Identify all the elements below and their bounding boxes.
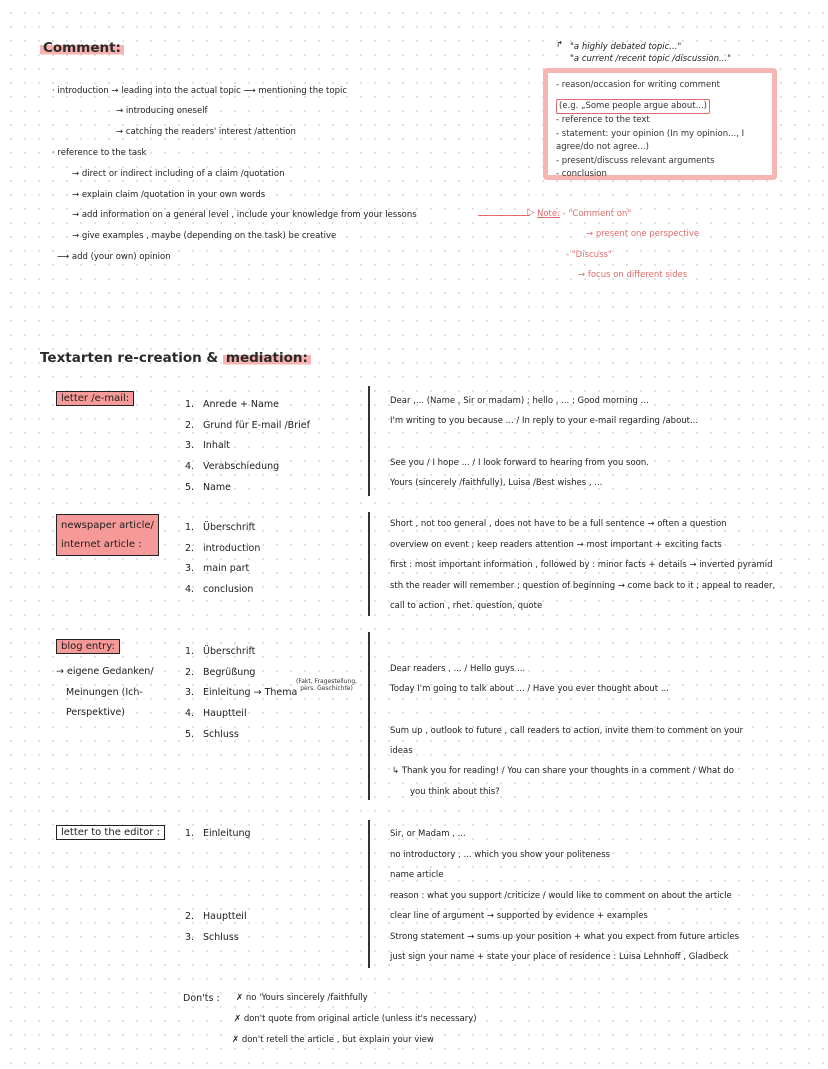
- note-block: [537, 209, 631, 219]
- letter-item: 3. Inhalt: [185, 440, 231, 452]
- donts-item: ✗ no 'Yours sincerely /faithfully: [236, 993, 368, 1003]
- newspaper-item: 1. Überschrift: [185, 522, 256, 533]
- letter-item: 4. Verabschiedung: [185, 461, 280, 473]
- comment-line-examples: → give examples , maybe (depending on the task) be creative: [72, 231, 337, 241]
- quote-current-topic: "a current /recent topic /discussion...": [570, 54, 732, 64]
- comment-structure-box: [543, 68, 777, 180]
- note-label: Note:: [537, 209, 560, 219]
- editor-right-line: no introductory , ... which you show your politeness: [390, 850, 610, 860]
- note-arrow: [478, 215, 530, 216]
- blog-right-line: Dear readers , ... / Hello guys ...: [390, 664, 526, 674]
- editor-item-2: 2. Hauptteil: [185, 911, 247, 922]
- blog-item: 1. Überschrift: [185, 646, 256, 657]
- note-discuss: - "Discuss": [566, 250, 612, 260]
- editor-right-line: Strong statement → sums up your position + what you expect from future articles: [390, 932, 739, 942]
- letter-label: letter /e-mail:: [56, 390, 134, 407]
- blog-items: [185, 642, 297, 746]
- letter-item: 2. Grund für E-mail /Brief: [185, 419, 310, 431]
- blog-item: 3. Einleitung → Thema: [185, 687, 298, 699]
- editor-right-line: reason : what you support /criticize / would like to comment on about the article: [390, 891, 732, 901]
- blog-right-line: ↳ Thank you for reading! / You can share your thoughts in a comment / What do: [392, 766, 734, 776]
- comment-line-reference: · reference to the task: [52, 148, 147, 158]
- blog-right-line: you think about this?: [410, 787, 500, 797]
- structure-line: - conclusion: [556, 169, 607, 179]
- quote-arrow-icon: ↱: [556, 40, 564, 50]
- blog-item: 2. Begrüßung: [185, 666, 256, 678]
- letter-items: [185, 395, 310, 499]
- blog-item: 5. Schluss: [185, 728, 239, 740]
- note-comment-on-sub: → present one perspective: [586, 229, 700, 239]
- note-comment-on: - "Comment on": [562, 209, 632, 219]
- editor-right-line: name article: [390, 870, 444, 880]
- editor-label: letter to the editor :: [56, 824, 165, 841]
- thema-note: (Fakt, Fragestellung, pers. Geschichte): [296, 678, 358, 692]
- blog-right-line: Today I'm going to talk about ... / Have you ever thought about ...: [390, 684, 669, 694]
- donts-item: ✗ don't quote from original article (unless it's necessary): [234, 1014, 477, 1024]
- newspaper-label: newspaper article/ internet article :: [56, 514, 159, 556]
- letter-divider: [368, 386, 370, 496]
- newspaper-item: 3. main part: [185, 563, 250, 575]
- editor-right-line: Sir, or Madam , ...: [390, 829, 466, 839]
- donts-item: ✗ don't retell the article , but explain your view: [232, 1035, 434, 1045]
- comment-line-opinion: ⟶ add (your own) opinion: [57, 252, 171, 262]
- structure-line: - reason/occasion for writing comment: [556, 80, 720, 90]
- letter-item: 1. Anrede + Name: [185, 399, 279, 410]
- donts-label: Don'ts :: [183, 993, 220, 1004]
- editor-right-line: just sign your name + state your place of residence : Luisa Lehnhoff , Gladbeck: [390, 952, 729, 962]
- letter-right-line: Yours (sincerely /faithfully), Luisa /Best wishes , ...: [390, 478, 603, 488]
- structure-line: - present/discuss relevant arguments: [556, 155, 715, 166]
- blog-divider: [368, 632, 370, 800]
- letter-right-line: I'm writing to you because ... / In reply to your e-mail regarding /about...: [390, 416, 699, 426]
- quote-highly-debated: "a highly debated topic...": [570, 42, 682, 52]
- newspaper-item: 4. conclusion: [185, 584, 254, 596]
- textarten-title: Textarten re-creation & mediation:: [40, 350, 311, 366]
- letter-right-line: Dear ,... (Name , Sir or madam) ; hello , ... ; Good morning ...: [390, 396, 649, 406]
- blog-item: 4. Hauptteil: [185, 708, 247, 720]
- structure-line: - reference to the text: [556, 115, 650, 125]
- note-arrow-head-icon: ▷: [527, 207, 535, 218]
- newspaper-right-line: overview on event ; keep readers attention → most important + exciting facts: [390, 540, 722, 550]
- newspaper-divider: [368, 512, 370, 616]
- note-discuss-sub: → focus on different sides: [578, 270, 688, 280]
- newspaper-item: 2. introduction: [185, 542, 261, 554]
- newspaper-right-line: first : most important information , followed by : minor facts + details → inverted pyramid: [390, 560, 773, 570]
- comment-line-introduction: · introduction → leading into the actual topic ⟶ mentioning the topic: [52, 86, 348, 96]
- comment-line-explain: → explain claim /quotation in your own words: [72, 190, 266, 200]
- blog-right-line: ideas: [390, 746, 413, 756]
- comment-title: Comment:: [40, 40, 124, 56]
- letter-item: 5. Name: [185, 481, 232, 493]
- newspaper-right-line: Short , not too general , does not have to be a full sentence → often a question: [390, 519, 727, 529]
- structure-line: - statement: your opinion (In my opinion..., I: [556, 128, 745, 139]
- newspaper-items: [185, 518, 260, 601]
- comment-line-direct: → direct or indirect including of a claim /quotation: [72, 169, 285, 179]
- editor-right-line: clear line of argument → supported by evidence + examples: [390, 911, 648, 921]
- letter-right-line: See you / I hope ... / I look forward to hearing from you soon.: [390, 458, 649, 468]
- comment-line-introducing: → introducing oneself: [116, 106, 208, 116]
- blog-sub-label: → eigene Gedanken/ Meinungen (Ich- Perspektive): [56, 666, 154, 718]
- blog-right-line: Sum up , outlook to future , call readers to action, invite them to comment on your: [390, 726, 744, 736]
- structure-line: agree/do not agree...): [556, 142, 649, 152]
- comment-line-catching: → catching the readers' interest /attention: [116, 127, 296, 137]
- editor-item-3: 3. Schluss: [185, 932, 239, 943]
- structure-line-example: (e.g. „Some people argue about...): [556, 99, 710, 115]
- newspaper-right-line: call to action , rhet. question, quote: [390, 601, 543, 611]
- comment-line-add-info: → add information on a general level , include your knowledge from your lessons: [72, 210, 417, 220]
- editor-item-1: 1. Einleitung: [185, 828, 251, 839]
- newspaper-right-line: sth the reader will remember ; question of beginning → come back to it ; appeal to reader,: [390, 581, 776, 591]
- blog-label: blog entry:: [56, 638, 120, 655]
- editor-divider: [368, 820, 370, 968]
